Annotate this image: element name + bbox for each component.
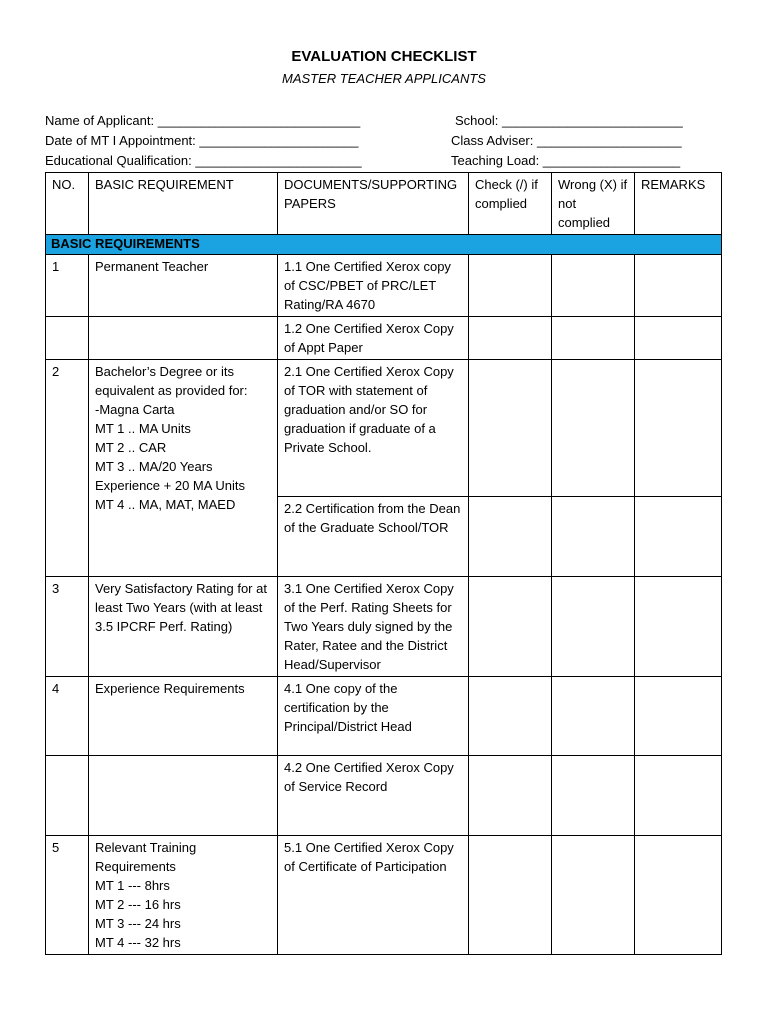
- table-row: [46, 836, 722, 955]
- document-cell: 4.1 One copy of the certification by the Principal/District Head: [278, 677, 469, 756]
- check-cell[interactable]: [469, 677, 552, 756]
- document-cell: 1.2 One Certified Xerox Copy of Appt Paper: [278, 317, 469, 360]
- requirement-cell: Permanent Teacher: [89, 255, 278, 317]
- row-number: 2: [46, 360, 89, 577]
- document-cell: 4.2 One Certified Xerox Copy of Service Record: [278, 756, 469, 836]
- check-cell[interactable]: [469, 255, 552, 317]
- wrong-cell[interactable]: [552, 360, 635, 497]
- wrong-cell[interactable]: [552, 677, 635, 756]
- remarks-cell[interactable]: [635, 360, 722, 497]
- header-check: Check (/) if complied: [469, 173, 552, 235]
- check-cell[interactable]: [469, 577, 552, 677]
- remarks-cell[interactable]: [635, 756, 722, 836]
- requirement-cell: Bachelor’s Degree or its equivalent as provided for: -Magna Carta MT 1 .. MA Units MT 2 .. CAR MT 3 .. MA/20 Years Experience + 20 MA Units MT 4 .. MA, MAT, MAED: [89, 360, 278, 577]
- document-cell: 2.2 Certification from the Dean of the Graduate School/TOR: [278, 497, 469, 577]
- table-row: [46, 756, 722, 836]
- row-number: 4: [46, 677, 89, 756]
- table-row: [46, 317, 722, 360]
- table-row: [46, 677, 722, 756]
- document-subtitle: MASTER TEACHER APPLICANTS: [282, 71, 486, 86]
- header-no: NO.: [46, 173, 89, 235]
- section-row: [46, 235, 722, 255]
- table-row: [46, 577, 722, 677]
- applicant-name-field: Name of Applicant: ____________________________: [45, 113, 361, 128]
- requirement-cell: [89, 317, 278, 360]
- teaching-load-field: Teaching Load: ___________________: [451, 153, 681, 168]
- header-wrong: Wrong (X) if not complied: [552, 173, 635, 235]
- requirement-cell: Relevant Training Requirements MT 1 --- 8hrs MT 2 --- 16 hrs MT 3 --- 24 hrs MT 4 --- 32 hrs: [89, 836, 278, 955]
- educational-qualification-field: Educational Qualification: _______________________: [45, 153, 362, 168]
- remarks-cell[interactable]: [635, 577, 722, 677]
- table-row: [46, 255, 722, 317]
- wrong-cell[interactable]: [552, 497, 635, 577]
- wrong-cell[interactable]: [552, 255, 635, 317]
- check-cell[interactable]: [469, 756, 552, 836]
- appointment-date-field: Date of MT I Appointment: ______________________: [45, 133, 359, 148]
- checklist-table: [45, 172, 722, 955]
- row-number: [46, 756, 89, 836]
- header-basic-requirement: BASIC REQUIREMENT: [89, 173, 278, 235]
- school-field: School: _________________________: [455, 113, 683, 128]
- check-cell[interactable]: [469, 317, 552, 360]
- header-documents: DOCUMENTS/SUPPORTING PAPERS: [278, 173, 469, 235]
- requirement-cell: [89, 756, 278, 836]
- document-cell: 3.1 One Certified Xerox Copy of the Perf. Rating Sheets for Two Years duly signed by the Rater, Ratee and the District Head/Supervisor: [278, 577, 469, 677]
- wrong-cell[interactable]: [552, 836, 635, 955]
- section-label: BASIC REQUIREMENTS: [46, 235, 722, 255]
- check-cell[interactable]: [469, 836, 552, 955]
- row-number: 1: [46, 255, 89, 317]
- check-cell[interactable]: [469, 360, 552, 497]
- check-cell[interactable]: [469, 497, 552, 577]
- wrong-cell[interactable]: [552, 577, 635, 677]
- wrong-cell[interactable]: [552, 756, 635, 836]
- document-cell: 2.1 One Certified Xerox Copy of TOR with statement of graduation and/or SO for graduation if graduate of a Private School.: [278, 360, 469, 497]
- wrong-cell[interactable]: [552, 317, 635, 360]
- row-number: 3: [46, 577, 89, 677]
- remarks-cell[interactable]: [635, 677, 722, 756]
- row-number: 5: [46, 836, 89, 955]
- remarks-cell[interactable]: [635, 317, 722, 360]
- document-title: EVALUATION CHECKLIST: [291, 48, 477, 65]
- document-cell: 1.1 One Certified Xerox copy of CSC/PBET of PRC/LET Rating/RA 4670: [278, 255, 469, 317]
- row-number: [46, 317, 89, 360]
- table-header-row: [46, 173, 722, 235]
- requirement-cell: Experience Requirements: [89, 677, 278, 756]
- table-row: [46, 360, 722, 497]
- class-adviser-field: Class Adviser: ____________________: [451, 133, 682, 148]
- remarks-cell[interactable]: [635, 255, 722, 317]
- requirement-cell: Very Satisfactory Rating for at least Two Years (with at least 3.5 IPCRF Perf. Rating): [89, 577, 278, 677]
- remarks-cell[interactable]: [635, 836, 722, 955]
- remarks-cell[interactable]: [635, 497, 722, 577]
- header-remarks: REMARKS: [635, 173, 722, 235]
- document-cell: 5.1 One Certified Xerox Copy of Certificate of Participation: [278, 836, 469, 955]
